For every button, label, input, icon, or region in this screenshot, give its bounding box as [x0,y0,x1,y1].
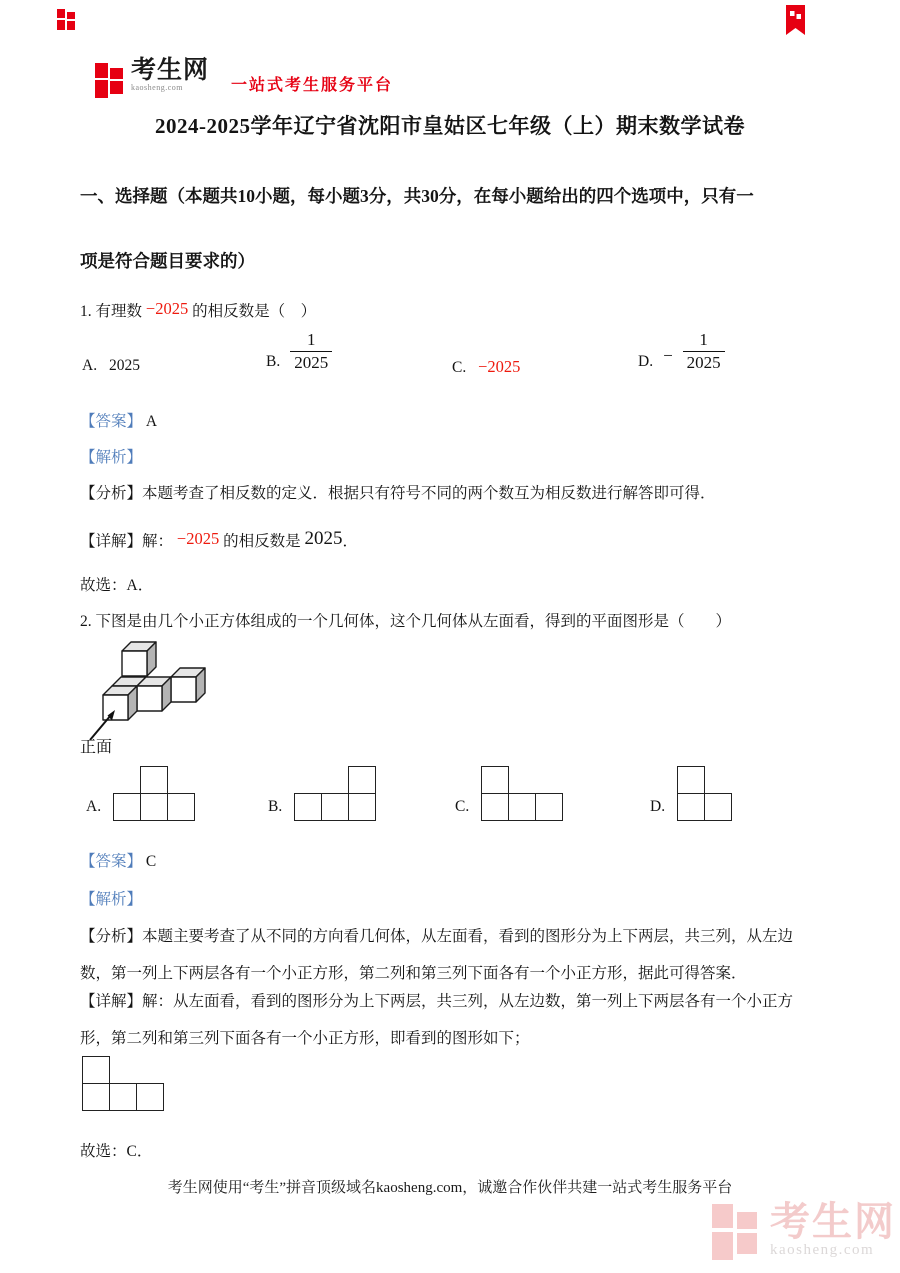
grid-cell [82,1083,110,1111]
q2-option-d [650,766,761,822]
q1-stem-math: −2025 [145,299,189,318]
q2-jiexi-label: 【解析】 [80,891,143,908]
logo [95,58,393,100]
grid-cell [321,793,349,821]
xiangjie-text: 解：从左面看，看到的图形分为上下两层，共三列，从左边数，第一列上下两层各有一个小正方 [142,993,794,1010]
fenxi-text: 本题主要考查了从不同的方向看几何体，从左面看，看到的图形分为上下两层，共三列，从左边 [142,928,794,945]
answer-value: C [145,853,157,870]
q1-option-c [452,355,520,379]
q1-stem [80,297,316,323]
option-value: 2025 [108,357,140,374]
xiangjie-prefix: 解： [142,533,174,550]
grid-cell [481,766,509,794]
q1-option-a [82,355,140,377]
grid-cell [508,793,536,821]
site-name: 考生网 [131,57,210,84]
option-label: C. [452,359,467,376]
grid-cell [294,793,322,821]
q2-answer-figure [82,1056,166,1112]
xiangjie-label: 【详解】 [80,533,143,550]
option-label: D. [638,353,654,371]
option-label: A. [82,357,98,374]
footer-text: 考生网使用“考生”拼音顶级域名kaosheng.com，诚邀合作伙伴共建一站式考生服务平台 [167,1180,733,1196]
q1-jiexi-label: 【解析】 [80,449,143,466]
fraction [683,329,725,374]
logo-icon [95,62,125,100]
q2-option-a [86,766,197,822]
fenxi-text: 本题考查了相反数的定义．根据只有符号不同的两个数互为相反数进行解答即可得． [142,485,716,502]
fraction-denominator: 2025 [290,351,332,374]
site-tagline: 一站式考生服务平台 [231,77,394,94]
grid-cell [535,793,563,821]
watermark-domain: kaosheng.com [770,1242,875,1258]
q1-fenxi [80,483,716,505]
grid-cell [140,766,168,794]
option-grid [677,766,761,822]
option-label: D. [650,798,666,815]
q2-xiangjie-line1 [80,991,793,1013]
grid-cell [677,766,705,794]
watermark-logo-icon [712,1202,762,1264]
q2-fenxi-line2: 数，第一列上下两层各有一个小正方形，第二列和第三列下面各有一个小正方形，据此可得答案． [80,965,747,982]
cube-figure [78,634,240,758]
answer-label: 【答案】 [80,853,143,870]
option-value: −2025 [478,357,521,376]
corner-brand-mark-icon [57,8,78,30]
xiangjie-mid: 的相反数是 [223,533,301,550]
fraction [290,329,332,374]
q2-option-c [455,766,565,822]
grid-cell [677,793,705,821]
answer-label: 【答案】 [80,413,143,430]
answer-value: A [145,413,158,430]
q1-stem-prefix: 1. 有理数 [80,303,143,320]
xiangjie-math: −2025 [176,529,220,548]
watermark-site-name: 考生网 [770,1199,896,1244]
fenxi-label: 【分析】 [80,928,143,945]
grid-cell [704,793,732,821]
grid-cell [136,1083,164,1111]
fraction-denominator: 2025 [683,351,725,374]
page-title: 2024-2025学年辽宁省沈阳市皇姑区七年级（上）期末数学试卷 [155,114,745,138]
grid-cell [82,1056,110,1084]
option-label: A. [86,798,102,815]
option-label: C. [455,798,470,815]
xiangjie-period: ． [342,533,358,550]
watermark [712,1199,896,1264]
q1-choice: 故选：A． [80,577,154,594]
grid-cell [481,793,509,821]
grid-cell [113,793,141,821]
q1-answer [80,411,157,433]
q2-answer [80,851,156,873]
xiangjie-label: 【详解】 [80,993,143,1010]
option-grid [294,766,378,822]
option-label: B. [266,353,281,371]
option-label: B. [268,798,283,815]
fraction-numerator: 1 [699,330,708,349]
fenxi-label: 【分析】 [80,485,143,502]
q2-option-b [268,766,378,822]
q2-xiangjie-line2: 形，第二列和第三列下面各有一个小正方形，即看到的图形如下； [80,1030,530,1047]
front-label: 正面 [80,739,113,756]
grid-cell [109,1083,137,1111]
section-heading-line1: 一、选择题（本题共10小题，每小题3分，共30分，在每小题给出的四个选项中，只有一 [80,186,754,206]
q1-option-b [266,329,332,374]
option-grid [113,766,197,822]
fraction-numerator: 1 [306,330,316,349]
q2-choice: 故选：C． [80,1143,153,1160]
q2-fenxi-line1 [80,926,793,948]
q1-xiangjie [80,526,358,553]
grid-cell [140,793,168,821]
site-domain: kaosheng.com [131,83,183,92]
corner-bookmark-icon [786,5,805,35]
q2-stem: 2. 下图是由几个小正方体组成的一个几何体，这个几何体从左面看，得到的平面图形是（ ） [80,613,732,630]
option-grid [481,766,565,822]
grid-cell [167,793,195,821]
grid-cell [348,793,376,821]
q1-option-d [638,329,725,374]
xiangjie-result: 2025 [304,528,343,549]
minus-sign: − [663,345,673,365]
section-heading-line2: 项是符合题目要求的） [80,251,255,271]
q1-stem-suffix: 的相反数是（ ） [192,303,317,320]
grid-cell [348,766,376,794]
